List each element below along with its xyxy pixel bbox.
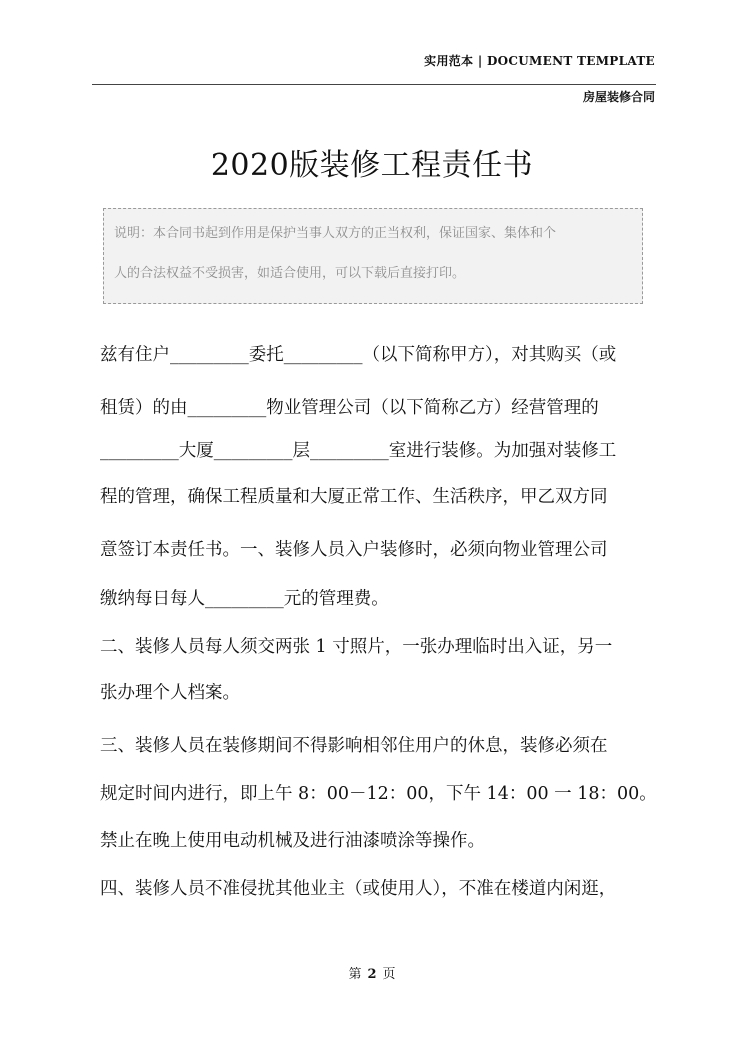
body-line: 程的管理，确保工程质量和大厦正常工作、生活秩序，甲乙双方同	[100, 487, 608, 507]
body-line: 意签订本责任书。一、装修人员入户装修时，必须向物业管理公司	[100, 540, 608, 560]
body-line: 禁止在晚上使用电动机械及进行油漆喷涂等操作。	[100, 831, 485, 851]
note-line: 说明：本合同书起到作用是保护当事人双方的正当权利，保证国家、集体和个	[114, 226, 557, 241]
body-line: 兹有住户_________委托_________（以下简称甲方），对其购买（或	[100, 345, 617, 365]
footer-suffix: 页	[382, 967, 396, 982]
body-line: 三、装修人员在装修期间不得影响相邻住用户的休息，装修必须在	[100, 736, 608, 756]
note-line: 人的合法权益不受损害，如适合使用，可以下载后直接打印。	[114, 266, 466, 281]
body-line: 张办理个人档案。	[100, 683, 240, 703]
page-number: 2	[367, 967, 377, 982]
footer-prefix: 第	[348, 967, 362, 982]
document-title: 2020版装修工程责任书	[210, 148, 534, 183]
header-divider	[92, 84, 656, 85]
body-line: 缴纳每日每人_________元的管理费。	[100, 589, 389, 609]
header-category-label: 房屋装修合同	[582, 90, 655, 104]
body-line: _________大厦_________层_________室进行装修。为加强对装修工	[100, 441, 617, 461]
page-footer	[0, 963, 744, 982]
note-box	[103, 208, 643, 304]
body-line: 租赁）的由_________物业管理公司（以下简称乙方）经营管理的	[100, 398, 599, 418]
body-line: 四、装修人员不准侵扰其他业主（或使用人），不准在楼道内闲逛，	[100, 879, 617, 899]
body-line: 二、装修人员每人须交两张 1 寸照片，一张办理临时出入证，另一	[100, 637, 613, 657]
header-template-label: 实用范本 | DOCUMENT TEMPLATE	[424, 54, 655, 68]
body-line: 规定时间内进行，即上午 8：00－12：00，下午 14：00 一 18：00。	[100, 784, 657, 804]
